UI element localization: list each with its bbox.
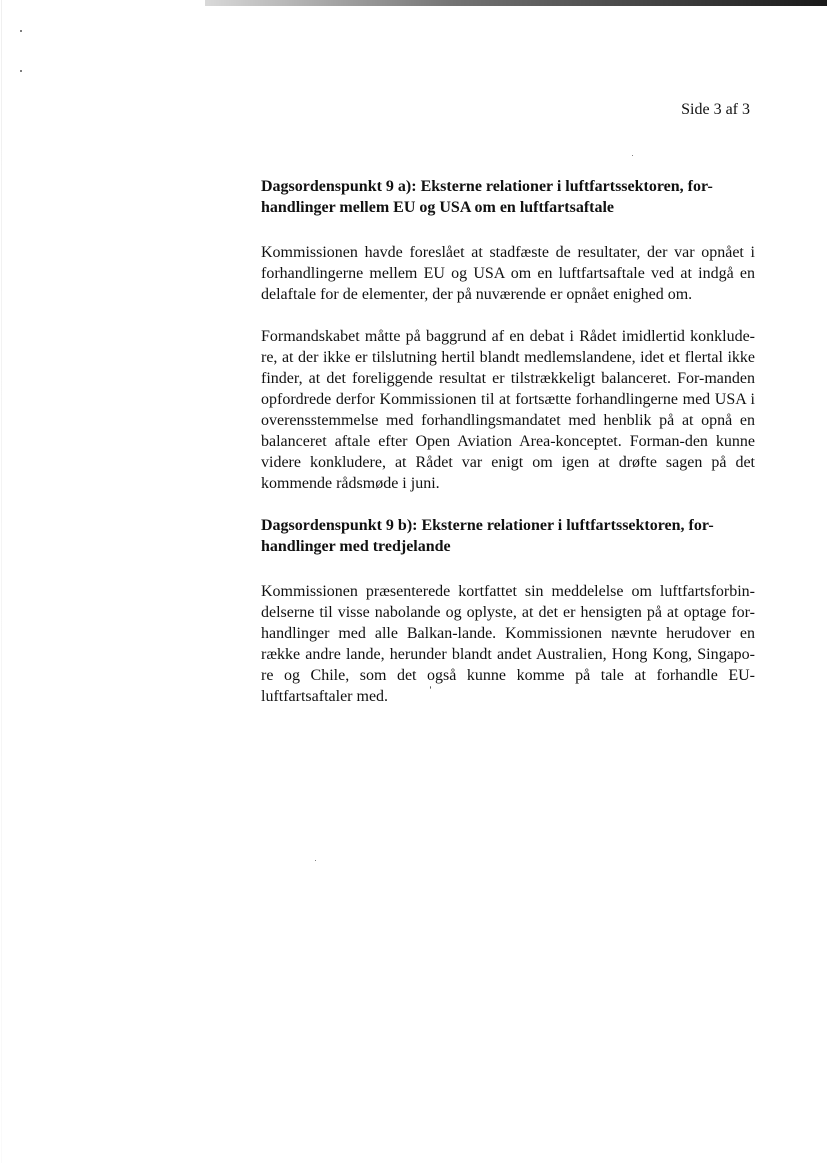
section-heading: [261, 176, 755, 218]
heading-line: handlinger med tredjelande: [261, 538, 451, 555]
page-number: Side 3 af 3: [681, 101, 750, 118]
document-body: [261, 176, 755, 707]
paragraph: Formandskabet måtte på baggrund af en debat i Rådet imidlertid konklude-re, at der ikke er tilslutning hertil blandt medlemslandene, idet et flertal ikke finder, at det foreliggende resultat er tilstrækkeligt balanceret. For-manden opfordrede derfor Kommissionen til at fortsætte forhandlingerne med USA i overensstemmelse med forhandlingsmandatet med henblik på at opnå en balanceret aftale efter Open Aviation Area-konceptet. Forman-den kunne videre konkludere, at Rådet var enigt om igen at drøfte sagen på det kommende rådsmøde i juni.: [261, 328, 755, 492]
scan-speck: [20, 30, 22, 32]
scan-speck: [632, 155, 633, 156]
heading-line: Dagsordenspunkt 9 b): Eksterne relationer i luftfartssektoren, for-: [261, 517, 714, 534]
scan-left-edge: [1, 0, 2, 1163]
paragraph: Kommissionen præsenterede kortfattet sin meddelelse om luftfartsforbin-delserne til visse nabolande og oplyste, at det er hensigten på at optage for-handlinger med alle Balkan-lande. Kommissionen nævnte herudover en række andre lande, herunder blandt andet Australien, Hong Kong, Singapo-re og Chile, som det også kunne komme på tale at forhandle EU-luftfartsaftaler med.: [261, 583, 755, 705]
scan-speck: [20, 70, 22, 72]
scan-speck: [315, 860, 316, 861]
paragraph: Kommissionen havde foreslået at stadfæste de resultater, der var opnået i forhandlingerne mellem EU og USA om en luftfartsaftale ved at indgå en delaftale for de elementer, der på nuværende er opnået enighed om.: [261, 244, 755, 303]
heading-line: handlinger mellem EU og USA om en luftfartsaftale: [261, 199, 615, 216]
heading-line: Dagsordenspunkt 9 a): Eksterne relationer i luftfartssektoren, for-: [261, 178, 713, 195]
section-heading: [261, 515, 755, 557]
scan-top-edge: [205, 0, 827, 6]
